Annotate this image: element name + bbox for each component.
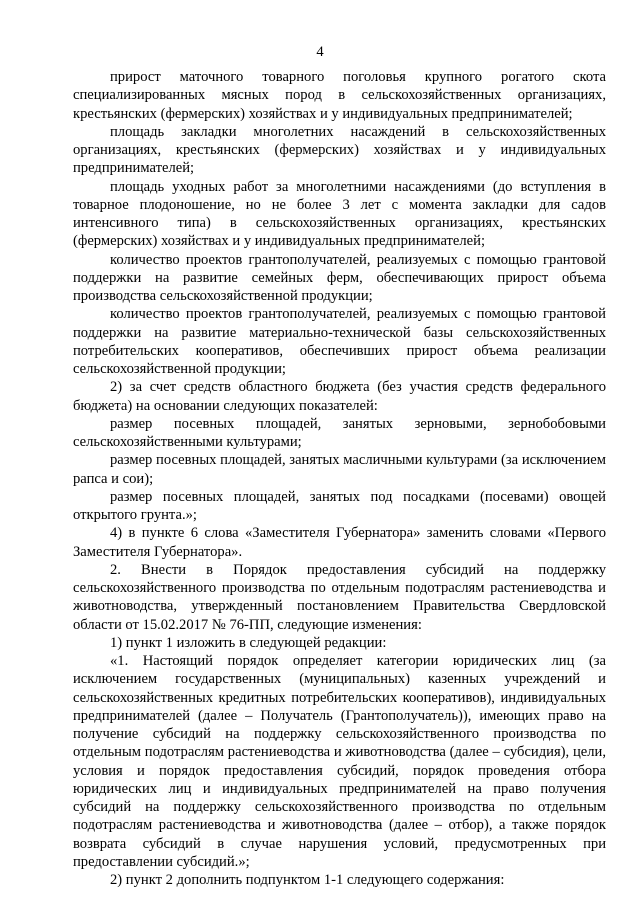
paragraph-regional-budget: 2) за счет средств областного бюджета (без участия средств федерального бюджета) на основании следующих показателей: xyxy=(73,379,606,414)
paragraph-vegetable-area: размер посевных площадей, занятых под посадками (посевами) овощей открытого грунта.»; xyxy=(73,488,606,523)
paragraph-grain-area: размер посевных площадей, занятых зерновыми, зернобобовыми сельскохозяйственными культурами; xyxy=(73,415,606,450)
paragraph-section-2: 2. Внести в Порядок предоставления субсидий на поддержку сельскохозяйственного производства по отдельным подотраслям растениеводства и животноводства, утвержденный постановлением Правительства Свердловской области от 15.02.2017 № 76-ПП, следующие изменения: xyxy=(73,561,606,633)
paragraph-cattle-growth: прирост маточного товарного поголовья крупного рогатого скота специализированных мясных пород в сельскохозяйственных организациях, крестьянских (фермерских) хозяйствах и у индивидуальных предпринимателей; xyxy=(73,69,606,122)
paragraph-item-4: 4) в пункте 6 слова «Заместителя Губернатора» заменить словами «Первого Заместителя Губернатора». xyxy=(73,525,606,560)
paragraph-point-1: 1) пункт 1 изложить в следующей редакции: xyxy=(110,634,387,651)
paragraph-new-point-1-text: «1. Настоящий порядок определяет категории юридических лиц (за исключением государственных (муниципальных) казенных учреждений и сельскохозяйственных кредитных потребительских кооперативов), индивидуальных предпринимателей (далее – Получатель (Грантополучатель)), имеющих право на получение субсидий на поддержку сельскохозяйственного производства по отдельным подотраслям растениеводства и животноводства (далее – субсидия), цели, условия и порядок предоставления субсидий, порядок проведения отбора юридических лиц и индивидуальных предпринимателей на право получения субсидий на поддержку сельскохозяйственного производства по отдельным подотраслям растениеводства и животноводства (далее – отбор), а также порядок возврата субсидий в случае нарушения условий, предусмотренных при предоставлении субсидий.»; xyxy=(73,653,606,870)
paragraph-cooperative-grants: количество проектов грантополучателей, реализуемых с помощью грантовой поддержки на развитие материально-технической базы сельскохозяйственных потребительских кооперативов, обеспечивших прирост объема реализации сельскохозяйственной продукции; xyxy=(73,306,606,377)
paragraph-oilseed-area: размер посевных площадей, занятых масличными культурами (за исключением рапса и сои); xyxy=(73,452,606,487)
paragraph-family-farm-grants: количество проектов грантополучателей, реализуемых с помощью грантовой поддержки на развитие семейных ферм, обеспечивающих прирост объема производства сельскохозяйственной продукции; xyxy=(73,251,606,304)
document-body xyxy=(73,68,606,889)
paragraph-orchard-care: площадь уходных работ за многолетними насаждениями (до вступления в товарное плодоношение, но не более 3 лет с момента закладки для садов интенсивного типа) в сельскохозяйственных организациях, крестьянских (фермерских) хозяйствах и у индивидуальных предпринимателей; xyxy=(73,178,606,250)
paragraph-orchard-planting: площадь закладки многолетних насаждений в сельскохозяйственных организациях, крестьянских (фермерских) хозяйствах и у индивидуальных предпринимателей; xyxy=(73,123,606,177)
page-number: 4 xyxy=(316,44,324,60)
paragraph-point-2: 2) пункт 2 дополнить подпунктом 1-1 следующего содержания: xyxy=(110,872,505,888)
